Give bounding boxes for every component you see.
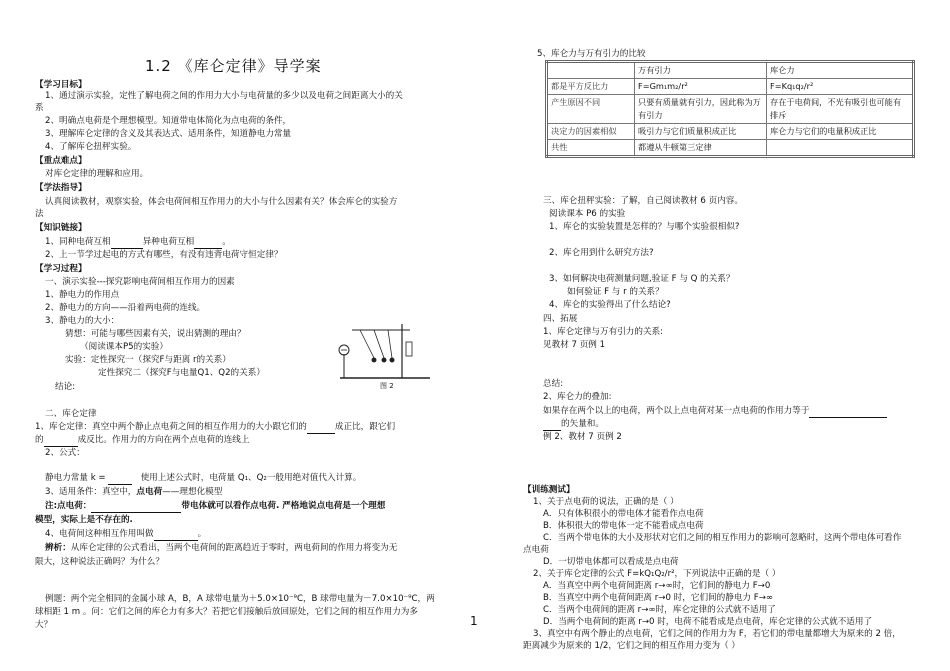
link-2: 2、上一节学过起电的方式有哪些，有没有违背电荷守恒定律？ [45,250,283,260]
question-4: 4、库仑的实验得出了什么结论? [549,300,671,310]
link-heading: 【知识链接】 [35,223,87,233]
goal-1: 1、通过演示实验，定性了解电荷之间的作用力大小与电荷量的多少以及电荷之间距离大小的关 [45,91,403,101]
test-2-option-a: A．当真空中两个电荷间距离 r→∞时，它们间的静电力 F→0 [543,581,771,591]
blank-constant-k[interactable] [108,474,132,485]
key-text: 对库仑定律的理解和应用。 [45,169,149,179]
conclusion-label: 结论: [55,382,76,392]
summary-label: 总结: [543,379,564,389]
test-3: 3、真空中有两个静止的点电荷，它们之间的作用力为 F，若它们的带电量都增大为原来的 2 倍， [533,629,901,639]
force-name-end: 。 [197,529,207,539]
question-1: 1、库仑的实验装置是怎样的？与哪个实验很相似? [549,222,740,232]
section-3-title: 三、库仑扭秤实验：了解，自己阅读教材 6 页内容。 [543,196,743,206]
formula-heading: 2、公式： [45,448,85,458]
experiment-2: 定性探究二（探究F与电量Q1、Q2的关系） [98,368,265,378]
table-header-cell: 万有引力 [635,62,767,79]
extension-1-ref: 见教材 7 页例 1 [543,340,606,350]
table-cell: 产生原因不同 [547,95,635,124]
section-1-item-3: 3、静电力的大小： [45,316,120,326]
blank-opposite-charge[interactable] [194,238,222,249]
blank-force-name[interactable] [154,530,198,541]
test-1-option-a: A．只有体积很小的带电体才能看作点电荷 [543,509,704,519]
table-cell: 决定力的因素相似 [547,124,635,140]
section-2-title: 二、库仑定律 [45,409,97,419]
test-3-cont: 距离减少为原来的 1/2，它们之间的相互作用力变为（ ） [523,641,740,651]
left-page [30,0,470,671]
table-header-cell: 库仑力 [767,62,914,79]
question-3b: 如何验证 F 与 r 的关系？ [567,287,664,297]
question-2: 2、库仑用到什么研究方法? [549,248,654,258]
link-1-a: 1、同种电荷互相 [45,237,111,247]
blank-point-charge-condition[interactable] [91,502,181,513]
test-2-option-d: D．当两个电荷间的距离 r→0 时，电荷不能看成是点电荷，库仑定律的公式就不适用了 [543,617,873,627]
note-line-cont: 模型，实际上是不存在的. [35,515,133,525]
right-page [515,0,940,671]
test-1-option-b: B．体积很大的带电体一定不能看成点电荷 [543,521,704,531]
figure-caption: 图 2 [380,382,394,390]
blank-product-of-charges[interactable] [307,423,335,434]
law-text-c: 的 [35,435,44,445]
discussion-line-cont: 限大，这种说法正确吗？为什么？ [35,557,164,567]
table-header-row [547,62,914,79]
test-1: 1、关于点电荷的说法，正确的是（ ） [533,497,679,507]
extension-2-text-a: 如果存在两个以上的电荷，两个以上点电荷对某一点电荷的作用力等于 [543,406,810,416]
blank-same-charge[interactable] [111,238,143,249]
test-2-option-c: C．当两个电荷间的距离 r→∞时，库仑定律的公式就不适用了 [543,605,776,615]
constant-text-a: 静电力常量 k = [45,473,106,483]
law-line-1 [35,421,395,434]
link-1 [35,236,231,249]
force-name-line [35,528,206,541]
table-cell: 共性 [547,140,635,157]
condition-text-b: 点电荷 [136,487,163,497]
table-cell: 存在于电荷间，不光有吸引也可能有排斥 [767,95,914,124]
table-row [547,124,914,140]
discussion-text: 从库仑定律的公式看出，当两个电荷间的距离趋近于零时，两电荷间的作用力将变为无 [70,543,398,553]
test-2-option-b: B．当真空中两个电荷间距离 r→0 时，它们间的静电力 F→∞ [543,593,774,603]
discussion-line [35,542,397,555]
table-cell: 都遵从牛顿第三定律 [635,140,767,157]
question-3: 3、如何解决电荷测量问题,验证 F 与 Q 的关系？ [549,274,735,284]
constant-line [35,472,361,485]
law-text-b: 成正比，跟它们 [334,422,396,432]
goals-heading: 【学习目标】 [35,80,87,90]
extension-2-text [543,405,887,418]
extension-2: 2、库仑力的叠加: [543,392,612,402]
example-line-2: 球相距 1 m 。问：它们之间的库仑力有多大？若把它们接触后放回原处，它们之间的相互作用力为多 [35,607,418,617]
section-4-title: 四、拓展 [543,314,578,324]
condition-line [35,486,222,499]
extension-2-text-b: 的矢量和。 [561,419,604,429]
law-text-d: 成反比。作用力的方向在两个点电荷的连线上 [77,435,250,445]
table-row [547,140,914,157]
key-heading: 【重点难点】 [35,156,87,166]
extension-1: 1、库仑定律与万有引力的关系: [543,327,664,337]
test-heading: 【训练测试】 [523,485,575,495]
table-cell: 都是平方反比力 [547,79,635,95]
example-2: 例 2、教材 7 页例 2 [543,432,622,442]
table-cell: 只要有质量就有引力，因此称为万有引力 [635,95,767,124]
table-header-cell [547,62,635,79]
test-2: 2、关于库仑定律的公式 F=kQ₁Q₂/r²，下列说法中正确的是（ ） [533,569,781,579]
read-instruction: 阅读课本 P6 的实验 [549,209,626,219]
link-1-b: 异种电荷互相 [142,237,195,247]
goal-2: 2、明确点电荷是个理想模型。知道带电体简化为点电荷的条件， [45,116,292,126]
note-line [35,500,385,513]
page-title: 1.2 《库仑定律》导学案 [145,57,322,75]
constant-text-b: 使用上述公式时，电荷量 Q₁、Q₂一般用绝对值代入计算。 [140,473,362,483]
goal-4: 4、了解库仑扭秤实验。 [45,142,137,152]
blank-superposition-cont[interactable] [543,420,561,431]
test-1-option-c-cont: 点电荷 [523,545,549,555]
table-cell [767,140,914,157]
condition-text-c: ——理想化模型 [162,487,223,497]
note-text-b: 带电体就可以看作点电荷. 严格地说点电荷是一个理想 [181,501,386,511]
link-1-c: 。 [222,237,231,247]
goal-1-cont: 系 [35,103,44,113]
table-row [547,79,914,95]
experiment-figure [330,320,450,392]
method-text: 认真阅读教材，观察实验，体会电荷间相互作用力的大小与什么因素有关？体会库仑的实验方 [45,197,398,207]
law-text-a: 1、库仑定律：真空中两个静止点电荷之间的相互作用力的大小跟它们的 [35,422,307,432]
example-line-1: 例题：两个完全相同的金属小球 A，B，A 球带电量为＋5.0×10⁻⁹C，B 球带电量为－7.0×10⁻⁹C，两 [45,594,435,604]
test-1-option-d: D．一切带电体都可以看成是点电荷 [543,557,679,567]
section-5-title: 5、库仑力与万有引力的比较 [537,49,646,59]
example-line-3: 大？ [35,620,53,630]
law-line-2 [35,434,250,447]
table-cell: F=Kq₁q₂/r² [767,79,914,95]
page-number: 1 [470,614,478,628]
discussion-label: 辨析： [45,543,71,553]
section-1-title: 一、演示实验---探究影响电荷间相互作用力的因素 [45,277,235,287]
table-cell: 库仑力与它们的电量积成正比 [767,124,914,140]
force-name-text: 4、电荷间这种相互作用叫做 [45,529,154,539]
method-heading: 【学法指导】 [35,183,87,193]
process-heading: 【学习过程】 [35,264,87,274]
table-cell: F=Gm₁m₂/r² [635,79,767,95]
guess-note: （阅读课本P5的实验） [80,342,168,352]
comparison-table [545,60,915,158]
table-row [547,95,914,124]
guess-text: 猜想：可能与哪些因素有关，说出猜测的理由？ [65,329,246,339]
goal-3: 3、理解库仑定律的含义及其表达式、适用条件，知道静电力常量 [45,129,292,139]
section-1-item-1: 1、静电力的作用点 [45,290,120,300]
blank-distance-squared[interactable] [44,436,78,447]
blank-superposition[interactable] [809,407,887,418]
experiment-1: 实验：定性探究一（探究F与距离 r的关系） [65,355,231,365]
condition-text-a: 3、适用条件：真空中， [45,487,137,497]
table-cell: 吸引力与它们质量积成正比 [635,124,767,140]
test-1-option-c: C．当两个带电体的大小及形状对它们之间的相互作用力的影响可忽略时，这两个带电体可看作 [543,533,902,543]
extension-2-cont [543,418,604,431]
note-text-a: 注:点电荷： [45,501,92,511]
section-1-item-2: 2、静电力的方向——沿着两电荷的连线。 [45,303,206,313]
method-text-cont: 法 [35,209,44,219]
